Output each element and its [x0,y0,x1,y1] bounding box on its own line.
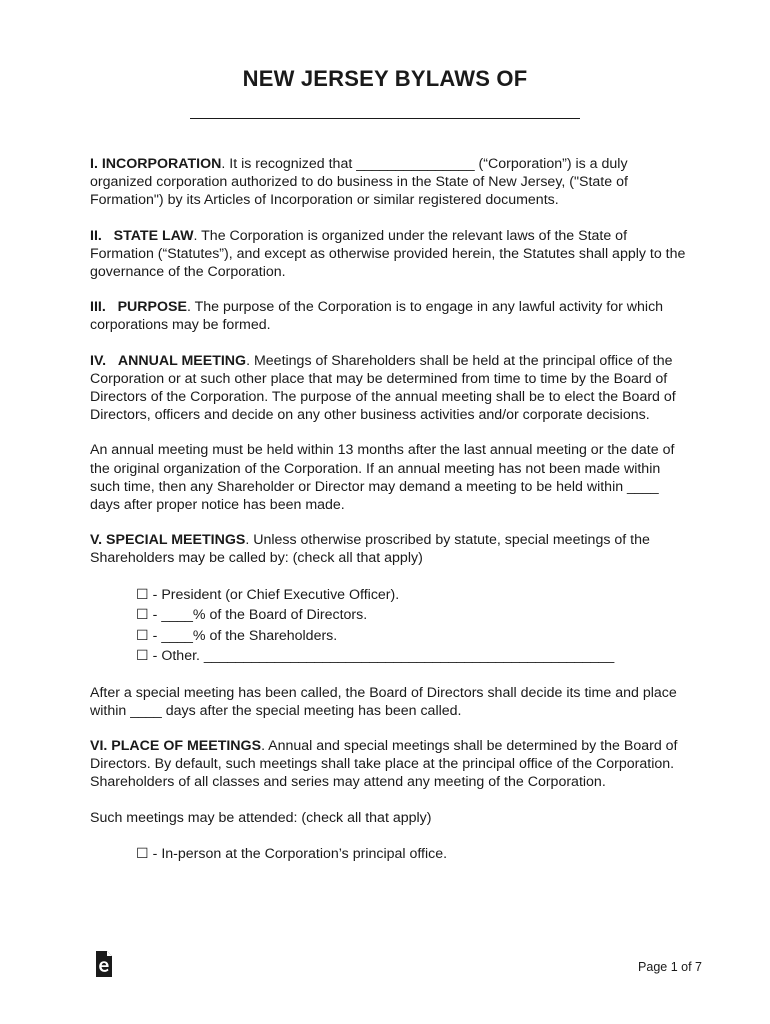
section-place-of-meetings [90,737,690,792]
checkbox-option-president[interactable]: ☐ - President (or Chief Executive Officer). [136,586,400,603]
section-purpose [90,298,690,334]
section-annual-meeting [90,352,690,425]
section-heading: IV. ANNUAL MEETING [90,352,247,369]
section-incorporation [90,155,690,210]
special-meetings-after-text: After a special meeting has been called, the Board of Directors shall decide its time and place within ____ days after the special meeting has been called. [90,684,677,719]
document-e-icon [94,950,114,978]
checkbox-option-in-person[interactable]: ☐ - In-person at the Corporation’s principal office. [136,845,448,862]
page-number: Page 1 of 7 [638,960,702,974]
section-text: . Unless otherwise proscribed by statute, special meetings of the Shareholders may be called by: (check all that apply) [90,532,650,567]
special-meetings-checklist [136,585,690,667]
section-text: . Annual and special meetings shall be determined by the Board of Directors. By default, such meetings shall take place at the principal office of the Corporation. Shareholders of all classes and series may attend any meeting of the Corporation. [90,738,678,791]
section-heading: VI. PLACE OF MEETINGS [90,738,262,755]
attendance-intro: Such meetings may be attended: (check all that apply) [90,809,432,826]
attendance-checklist [136,844,690,865]
section-state-law [90,227,690,282]
section-heading: II. STATE LAW [90,227,194,244]
section-special-meetings [90,531,690,567]
document-body [90,155,690,881]
section-heading: V. SPECIAL MEETINGS [90,532,246,549]
section-text: . It is recognized that _______________ (“Corporation”) is a duly organized corporation authorized to do business in the State of New Jersey, ("State of Formation") by its Articles of Incorporation or similar registered documents. [90,156,628,209]
section-text: . The Corporation is organized under the relevant laws of the State of Formation (“Statutes”), and except as otherwise provided herein, the Statutes shall apply to the governance of the Corporation. [90,227,686,281]
section-heading: III. PURPOSE [90,299,187,316]
checkbox-option-other[interactable]: ☐ - Other. ____________________________________________________ [136,648,615,665]
title-blank-line [190,118,580,119]
annual-meeting-paragraph-2: An annual meeting must be held within 13 months after the last annual meeting or the date of the original organization of the Corporation. If an annual meeting has not been made within such time, then any Shareholder or Director may demand a meeting to be held within ____ days after proper notice has been made. [90,442,675,514]
section-text: . Meetings of Shareholders shall be held at the principal office of the Corporation or at such other place that may be determined from time to time by the Board of Directors of the Corporation. The purpose of the annual meeting shall be to elect the Board of Directors, officers and decide on any other business activities and/or corporate decisions. [90,352,676,424]
checkbox-option-board-percent[interactable]: ☐ - ____% of the Board of Directors. [136,607,368,624]
document-title: NEW JERSEY BYLAWS OF [242,66,528,91]
checkbox-option-shareholders-percent[interactable]: ☐ - ____% of the Shareholders. [136,627,338,644]
section-text: . The purpose of the Corporation is to engage in any lawful activity for which corporations may be formed. [90,299,664,334]
section-heading: I. INCORPORATION [90,156,222,172]
